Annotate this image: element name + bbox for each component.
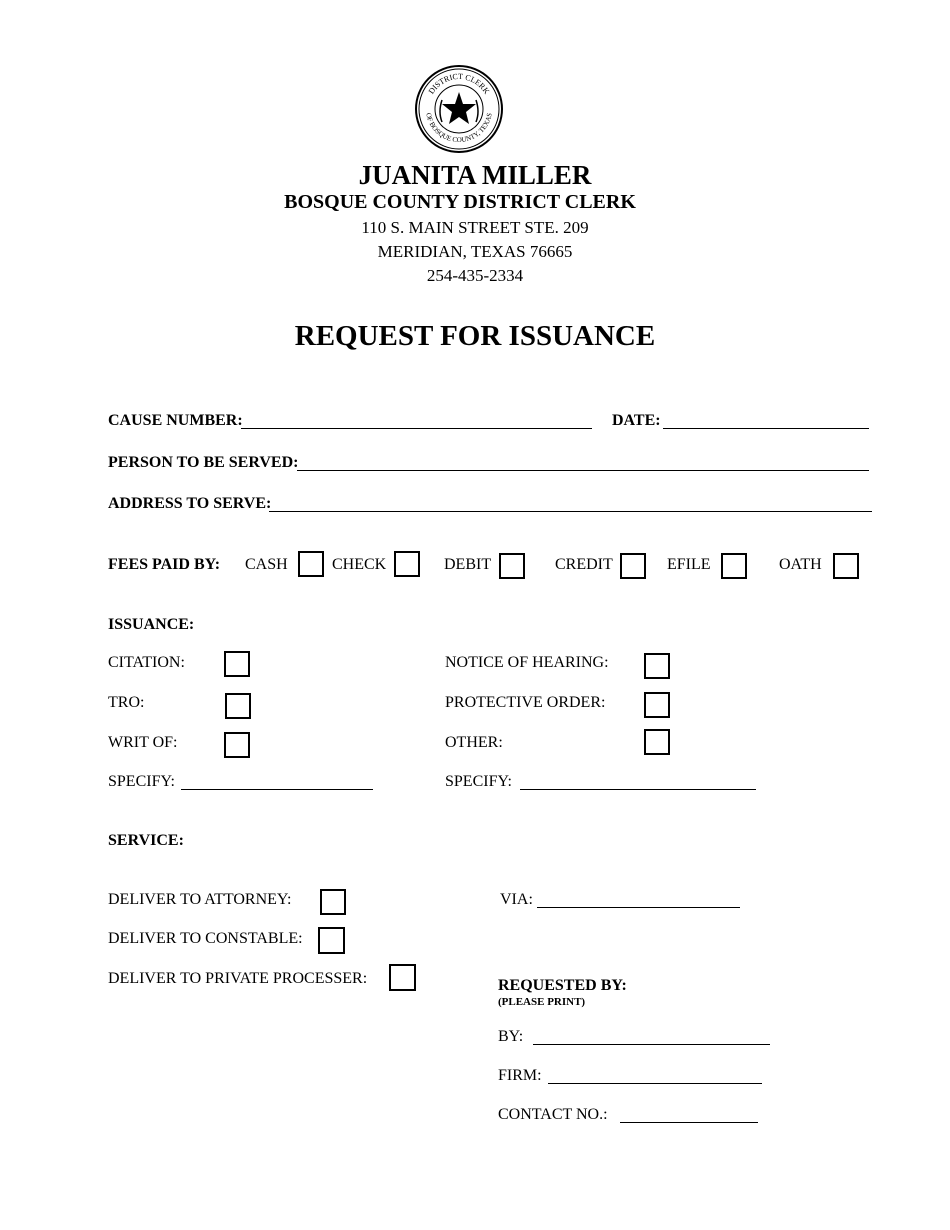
service-heading: SERVICE:	[108, 832, 184, 849]
person-served-field[interactable]	[299, 453, 867, 471]
fee-check-label: CHECK	[332, 556, 387, 573]
cause-number-field[interactable]	[243, 411, 590, 429]
via-field[interactable]	[539, 890, 738, 908]
firm-label: FIRM:	[498, 1067, 542, 1084]
address-line-2: MERIDIAN, TEXAS 76665	[377, 242, 573, 261]
date-label: DATE:	[612, 412, 661, 429]
service-processer-label: DELIVER TO PRIVATE PROCESSER:	[108, 970, 368, 987]
seal-bottom-text: OF BOSQUE COUNTY, TEXAS	[424, 112, 494, 145]
address-serve-field[interactable]	[271, 494, 870, 512]
date-field[interactable]	[665, 411, 867, 429]
fee-debit-label: DEBIT	[444, 556, 492, 573]
issuance-writ-checkbox[interactable]	[224, 732, 250, 758]
fee-cash-checkbox[interactable]	[298, 551, 324, 577]
specify-right-field[interactable]	[522, 772, 754, 790]
contact-field[interactable]	[622, 1105, 756, 1123]
person-served-label: PERSON TO BE SERVED:	[108, 454, 299, 471]
phone-number: 254-435-2334	[426, 266, 524, 285]
firm-field[interactable]	[550, 1066, 760, 1084]
issuance-protective-label: PROTECTIVE ORDER:	[445, 694, 606, 711]
service-constable-checkbox[interactable]	[318, 927, 345, 954]
specify-right-label: SPECIFY:	[445, 773, 512, 790]
specify-left-field[interactable]	[183, 772, 371, 790]
issuance-notice-checkbox[interactable]	[644, 653, 670, 679]
issuance-other-checkbox[interactable]	[644, 729, 670, 755]
issuance-writ-label: WRIT OF:	[108, 734, 178, 751]
specify-left-label: SPECIFY:	[108, 773, 175, 790]
service-processer-checkbox[interactable]	[389, 964, 416, 991]
issuance-notice-label: NOTICE OF HEARING:	[445, 654, 609, 671]
issuance-tro-checkbox[interactable]	[225, 693, 251, 719]
fees-paid-label: FEES PAID BY:	[108, 556, 221, 573]
fee-efile-checkbox[interactable]	[721, 553, 747, 579]
fee-oath-label: OATH	[779, 556, 822, 573]
service-attorney-checkbox[interactable]	[320, 889, 346, 915]
by-field[interactable]	[535, 1027, 768, 1045]
requested-by-heading: REQUESTED BY:	[498, 977, 627, 994]
please-print-note: (PLEASE PRINT)	[498, 996, 586, 1008]
fee-check-checkbox[interactable]	[394, 551, 420, 577]
address-line-1: 110 S. MAIN STREET STE. 209	[361, 218, 589, 237]
star-icon	[442, 92, 476, 124]
seal-top-text: DISTRICT CLERK	[426, 71, 492, 96]
office-title: BOSQUE COUNTY DISTRICT CLERK	[284, 191, 636, 213]
by-label: BY:	[498, 1028, 524, 1045]
service-constable-label: DELIVER TO CONSTABLE:	[108, 930, 303, 947]
issuance-other-label: OTHER:	[445, 734, 503, 751]
issuance-citation-label: CITATION:	[108, 654, 185, 671]
fee-efile-label: EFILE	[667, 556, 711, 573]
via-label: VIA:	[500, 891, 533, 908]
fee-credit-checkbox[interactable]	[620, 553, 646, 579]
contact-label: CONTACT NO.:	[498, 1106, 608, 1123]
fee-cash-label: CASH	[245, 556, 288, 573]
fee-debit-checkbox[interactable]	[499, 553, 525, 579]
issuance-citation-checkbox[interactable]	[224, 651, 250, 677]
clerk-name: JUANITA MILLER	[358, 160, 592, 190]
service-attorney-label: DELIVER TO ATTORNEY:	[108, 891, 292, 908]
address-serve-label: ADDRESS TO SERVE:	[108, 495, 272, 512]
fee-oath-checkbox[interactable]	[833, 553, 859, 579]
issuance-tro-label: TRO:	[108, 694, 145, 711]
form-title: REQUEST FOR ISSUANCE	[294, 320, 656, 352]
cause-number-label: CAUSE NUMBER:	[108, 412, 243, 429]
issuance-heading: ISSUANCE:	[108, 616, 195, 633]
issuance-protective-checkbox[interactable]	[644, 692, 670, 718]
fee-credit-label: CREDIT	[555, 556, 613, 573]
